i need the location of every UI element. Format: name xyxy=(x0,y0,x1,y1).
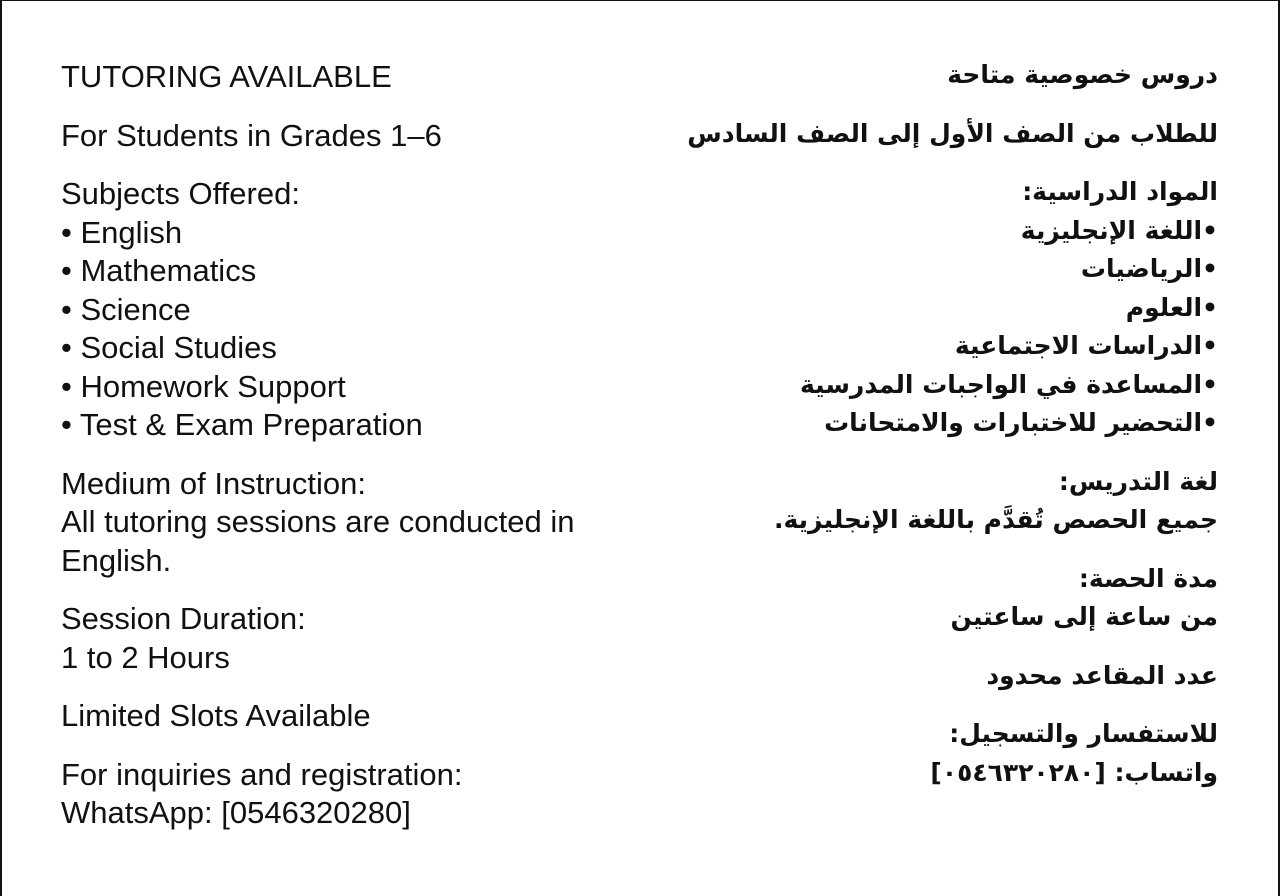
ar-subjects-heading: المواد الدراسية: xyxy=(1022,177,1218,206)
ar-subject-item: •التحضير للاختبارات والامتحانات xyxy=(824,408,1218,437)
en-title: TUTORING AVAILABLE xyxy=(61,59,392,94)
en-grades-block xyxy=(61,117,661,156)
ar-subject-item: •اللغة الإنجليزية xyxy=(1020,215,1218,245)
ar-duration-block xyxy=(658,560,1218,637)
english-column xyxy=(61,58,661,833)
en-title-block xyxy=(61,58,661,97)
en-subjects-block xyxy=(61,175,661,445)
ar-whatsapp-number: واتساب: [٠٥٤٦٣٢٠٢٨٠] xyxy=(930,757,1218,787)
ar-slots: عدد المقاعد محدود xyxy=(986,660,1218,690)
en-whatsapp-number: WhatsApp: [0546320280] xyxy=(61,795,411,830)
ar-subject-item: •المساعدة في الواجبات المدرسية xyxy=(799,369,1218,399)
en-subjects-heading: Subjects Offered: xyxy=(61,176,300,211)
ar-subject-item: •الدراسات الاجتماعية xyxy=(954,331,1218,360)
en-subject-item: • Social Studies xyxy=(61,330,277,365)
en-medium-block xyxy=(61,465,661,581)
ar-medium-block xyxy=(658,463,1218,540)
en-medium-line: All tutoring sessions are conducted in xyxy=(61,504,575,539)
ar-medium-heading: لغة التدريس: xyxy=(1058,466,1218,496)
ar-duration-heading: مدة الحصة: xyxy=(1078,563,1218,593)
en-slots: Limited Slots Available xyxy=(61,698,371,733)
arabic-column xyxy=(658,56,1218,792)
en-subject-item: • Science xyxy=(61,291,191,327)
en-duration-block xyxy=(61,600,661,677)
ar-subject-item: •العلوم xyxy=(1125,292,1218,322)
ar-title-block xyxy=(658,56,1218,95)
en-medium-heading: Medium of Instruction: xyxy=(61,465,366,501)
en-contact-block xyxy=(61,756,661,833)
en-medium-line: English. xyxy=(61,542,172,578)
en-grades: For Students in Grades 1–6 xyxy=(61,117,442,153)
en-duration-value: 1 to 2 Hours xyxy=(61,639,230,675)
en-duration-heading: Session Duration: xyxy=(61,601,306,636)
ar-subject-item: •الرياضيات xyxy=(1080,254,1218,283)
ar-title: دروس خصوصية متاحة xyxy=(947,60,1218,89)
en-slots-block xyxy=(61,697,661,736)
ar-duration-value: من ساعة إلى ساعتين xyxy=(950,602,1218,631)
en-subject-item: • Test & Exam Preparation xyxy=(61,407,423,442)
en-contact-heading: For inquiries and registration: xyxy=(61,756,463,792)
ar-subjects-block xyxy=(658,173,1218,443)
ar-contact-heading: للاستفسار والتسجيل: xyxy=(949,719,1218,748)
ar-contact-block xyxy=(658,715,1218,792)
ar-slots-block xyxy=(658,657,1218,696)
ar-grades-block xyxy=(658,115,1218,154)
en-subject-item: • Homework Support xyxy=(61,368,346,404)
ar-medium-value: جميع الحصص تُقدَّم باللغة الإنجليزية. xyxy=(774,505,1218,534)
ar-grades: للطلاب من الصف الأول إلى الصف السادس xyxy=(687,118,1218,148)
en-subject-item: • Mathematics xyxy=(61,253,257,288)
en-subject-item: • English xyxy=(61,214,183,250)
